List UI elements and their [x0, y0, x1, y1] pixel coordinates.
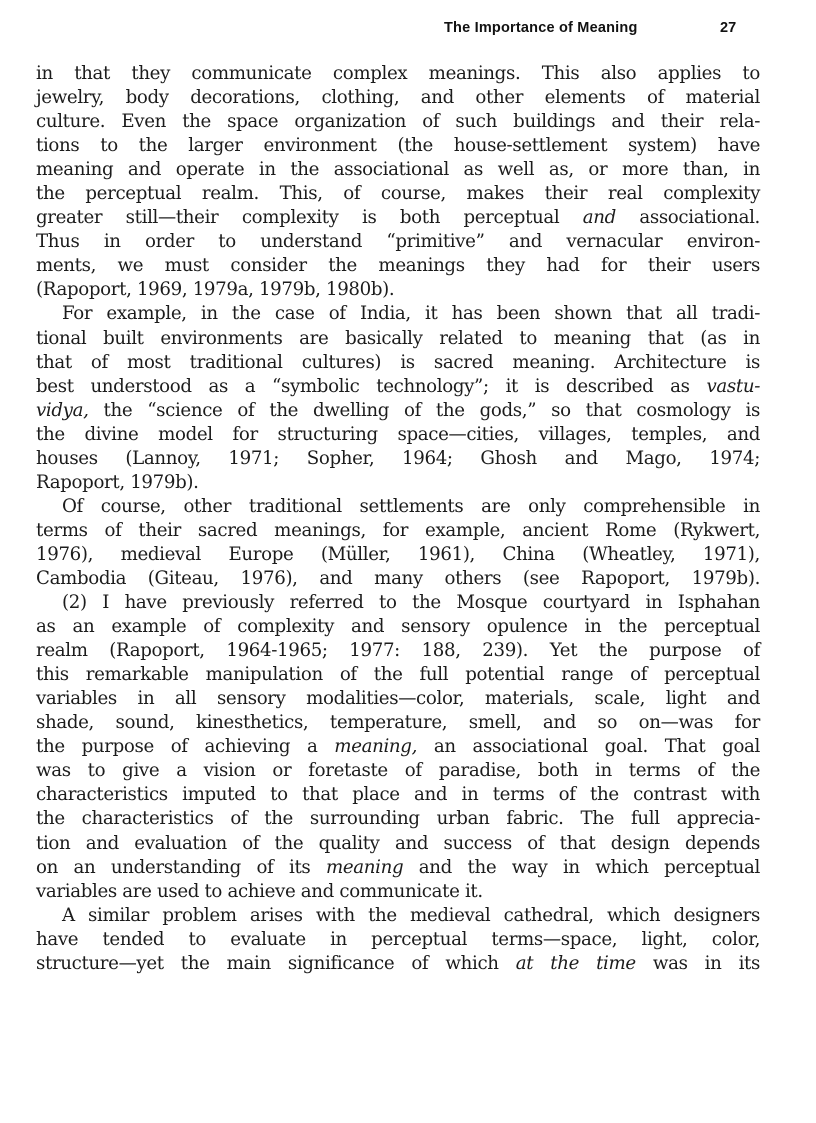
text-line	[36, 206, 760, 230]
text-line	[36, 880, 760, 904]
italic-text: vidya,	[36, 399, 89, 421]
text-segment: variables in all sensory modalities—color, materials, scale, light and	[36, 688, 760, 710]
text-segment: an associational goal. That goal	[417, 736, 760, 758]
text-line	[36, 615, 760, 639]
italic-text: vastu-	[706, 375, 760, 397]
text-segment: tional built environments are basically related to meaning that (as in	[36, 327, 760, 349]
text-segment: structure—yet the main significance of which	[36, 952, 516, 974]
text-line	[36, 423, 760, 447]
text-line	[36, 591, 760, 615]
text-line	[36, 663, 760, 687]
text-segment: (2) I have previously referred to the Mosque courtyard in Isphahan	[62, 592, 760, 614]
text-line	[36, 783, 760, 807]
paragraph	[36, 495, 760, 591]
text-line	[36, 952, 760, 976]
italic-text: at the time	[515, 952, 636, 974]
text-line	[36, 807, 760, 831]
text-segment: terms of their sacred meanings, for example, ancient Rome (Rykwert,	[36, 519, 760, 541]
text-line	[36, 110, 760, 134]
text-line	[36, 302, 760, 326]
text-segment: culture. Even the space organization of such buildings and their rela-	[36, 111, 760, 133]
text-segment: best understood as a “symbolic technology”; it is described as	[36, 375, 707, 397]
text-line	[36, 134, 760, 158]
text-segment: was to give a vision or foretaste of paradise, both in terms of the	[36, 760, 760, 782]
text-line	[36, 158, 760, 182]
text-segment: For example, in the case of India, it has been shown that all tradi-	[62, 303, 760, 325]
text-segment: and the way in which perceptual	[403, 856, 761, 878]
text-segment: in that they communicate complex meanings. This also applies to	[36, 63, 760, 84]
text-segment: variables are used to achieve and communicate it.	[36, 880, 483, 902]
text-segment: the perceptual realm. This, of course, makes their real complexity	[36, 183, 760, 205]
text-line	[36, 735, 760, 759]
text-segment: meaning and operate in the associational as well as, or more than, in	[36, 159, 760, 181]
text-line	[36, 495, 760, 519]
paragraph	[36, 904, 760, 976]
text-segment: the characteristics of the surrounding urban fabric. The full apprecia-	[36, 808, 760, 830]
text-segment: greater still—their complexity is both perceptual	[36, 207, 583, 229]
text-line	[36, 471, 760, 495]
text-segment: as an example of complexity and sensory opulence in the perceptual	[36, 616, 760, 638]
text-line	[36, 86, 760, 110]
text-line	[36, 832, 760, 856]
italic-text: and	[582, 207, 616, 229]
text-line	[36, 687, 760, 711]
text-line	[36, 278, 760, 302]
text-segment: ments, we must consider the meanings they had for their users	[36, 255, 760, 277]
text-segment: Rapoport, 1979b).	[36, 471, 199, 493]
text-segment: realm (Rapoport, 1964-1965; 1977: 188, 239). Yet the purpose of	[36, 640, 760, 662]
text-line	[36, 182, 760, 206]
italic-text: meaning	[325, 856, 404, 878]
text-segment: characteristics imputed to that place and in terms of the contrast with	[36, 784, 760, 806]
text-segment: the purpose of achieving a	[36, 736, 335, 758]
text-segment: tion and evaluation of the quality and success of that design depends	[36, 832, 760, 854]
text-line	[36, 62, 760, 86]
text-segment: on an understanding of its	[36, 856, 326, 878]
text-line	[36, 928, 760, 952]
text-segment: have tended to evaluate in perceptual terms—space, light, color,	[36, 928, 760, 950]
text-line	[36, 711, 760, 735]
text-line	[36, 399, 760, 423]
text-line	[36, 230, 760, 254]
text-segment: associational.	[615, 207, 760, 229]
text-line	[36, 567, 760, 591]
text-segment: houses (Lannoy, 1971; Sopher, 1964; Ghosh and Mago, 1974;	[36, 447, 760, 469]
text-segment: shade, sound, kinesthetics, temperature, smell, and so on—was for	[36, 712, 760, 734]
page-body	[36, 62, 760, 976]
page-number: 27	[720, 20, 737, 36]
text-line	[36, 856, 760, 880]
text-segment: that of most traditional cultures) is sacred meaning. Architecture is	[36, 351, 760, 373]
paragraph	[36, 591, 760, 904]
running-head	[0, 20, 816, 42]
text-line	[36, 519, 760, 543]
text-segment: this remarkable manipulation of the full potential range of perceptual	[36, 664, 760, 686]
text-segment: the divine model for structuring space—cities, villages, temples, and	[36, 423, 760, 445]
text-segment: was in its	[635, 952, 760, 974]
paragraph	[36, 62, 760, 302]
paragraph	[36, 302, 760, 494]
chapter-title: The Importance of Meaning	[444, 20, 638, 36]
text-line	[36, 904, 760, 928]
text-line	[36, 543, 760, 567]
text-line	[36, 351, 760, 375]
text-line	[36, 759, 760, 783]
text-line	[36, 327, 760, 351]
text-line	[36, 447, 760, 471]
text-segment: 1976), medieval Europe (Müller, 1961), China (Wheatley, 1971),	[36, 543, 760, 565]
italic-text: meaning,	[334, 736, 418, 758]
text-segment: (Rapoport, 1969, 1979a, 1979b, 1980b).	[36, 279, 395, 301]
text-segment: jewelry, body decorations, clothing, and other elements of material	[36, 87, 760, 109]
text-line	[36, 254, 760, 278]
text-segment: Of course, other traditional settlements are only comprehensible in	[62, 495, 760, 517]
text-segment: A similar problem arises with the medieval cathedral, which designers	[62, 904, 760, 926]
text-segment: Cambodia (Giteau, 1976), and many others (see Rapoport, 1979b).	[36, 567, 760, 589]
text-segment: Thus in order to understand “primitive” and vernacular environ-	[36, 231, 760, 253]
text-line	[36, 375, 760, 399]
text-segment: tions to the larger environment (the house-settlement system) have	[36, 135, 760, 157]
text-line	[36, 639, 760, 663]
text-segment: the “science of the dwelling of the gods,” so that cosmology is	[88, 399, 760, 421]
